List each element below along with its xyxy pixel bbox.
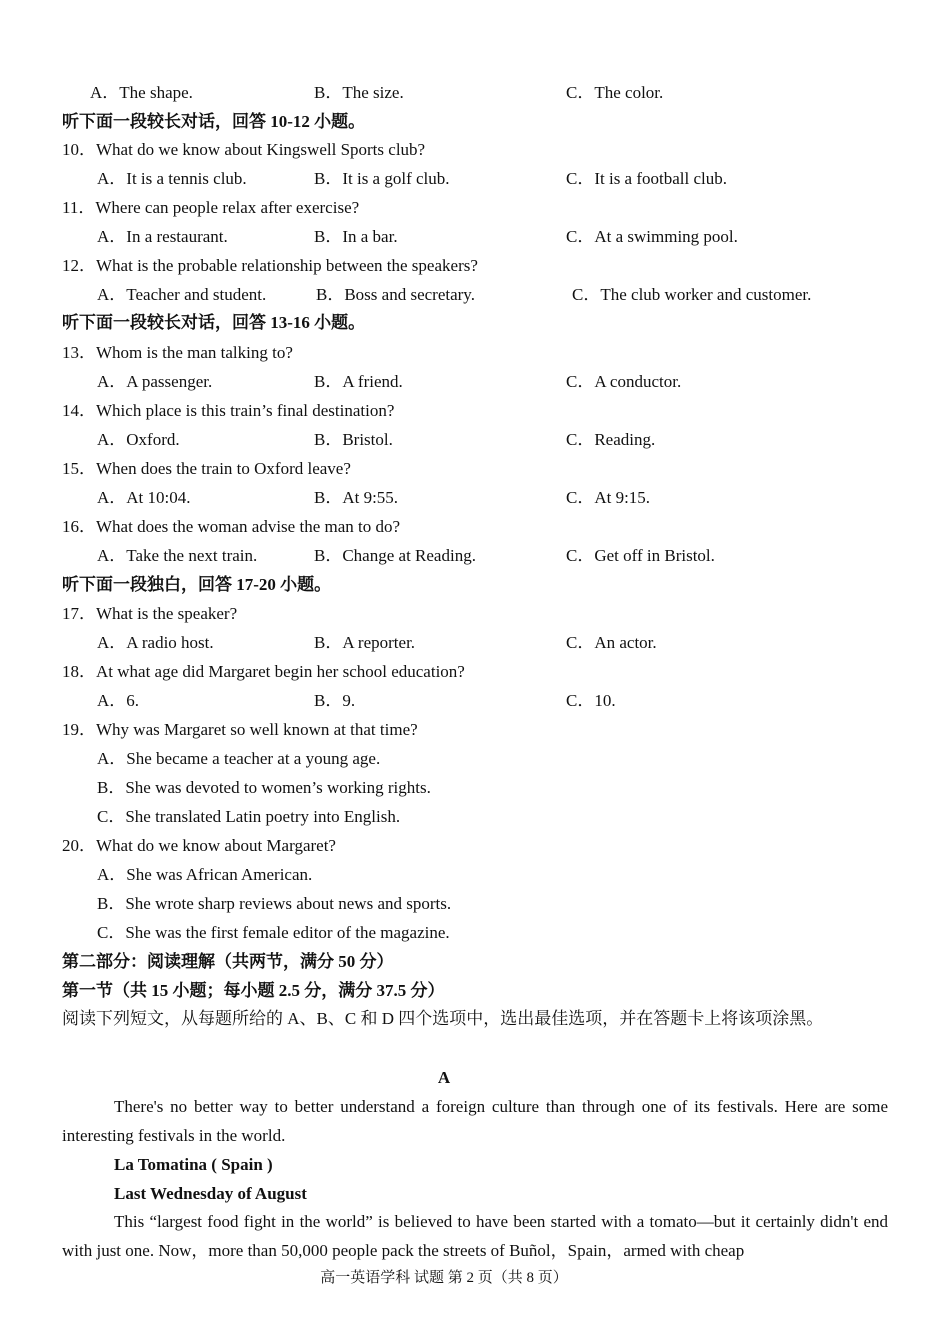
- section-header-13-16: 听下面一段较长对话，回答 13-16 小题。: [62, 313, 366, 332]
- q11-option-b: B．In a bar.: [314, 227, 398, 246]
- q13-option-b: B．A friend.: [314, 372, 403, 391]
- q14-option-a: A．Oxford.: [97, 430, 180, 449]
- q9-option-c: C．The color.: [566, 83, 664, 102]
- q17-option-c: C．An actor.: [566, 633, 657, 652]
- q18-option-a: A．6.: [97, 691, 140, 710]
- section1-header: 第一节（共 15 小题；每小题 2.5 分，满分 37.5 分）: [62, 981, 445, 1000]
- q15-option-b: B．At 9:55.: [314, 488, 399, 507]
- section-header-17-20: 听下面一段独白，回答 17-20 小题。: [62, 575, 332, 594]
- part2-header: 第二部分：阅读理解（共两节，满分 50 分）: [62, 952, 394, 971]
- q18-stem: 18．At what age did Margaret begin her school education?: [62, 662, 465, 681]
- q10-option-b: B．It is a golf club.: [314, 169, 450, 188]
- q17-option-a: A．A radio host.: [97, 633, 214, 652]
- q17-stem: 17．What is the speaker?: [62, 604, 238, 623]
- q12-stem: 12．What is the probable relationship between the speakers?: [62, 256, 478, 275]
- q12-option-c: C．The club worker and customer.: [572, 285, 812, 304]
- q15-stem: 15．When does the train to Oxford leave?: [62, 459, 351, 478]
- q15-option-a: A．At 10:04.: [97, 488, 191, 507]
- page-footer: 高一英语学科 试题 第 2 页（共 8 页）: [320, 1270, 568, 1286]
- q12-option-a: A．Teacher and student.: [97, 285, 267, 304]
- q16-option-b: B．Change at Reading.: [314, 546, 476, 565]
- q19-option-c: C．She translated Latin poetry into English.: [97, 807, 401, 826]
- q19-stem: 19．Why was Margaret so well known at that time?: [62, 720, 418, 739]
- q18-option-c: C．10.: [566, 691, 616, 710]
- q17-option-b: B．A reporter.: [314, 633, 416, 652]
- festival-paragraph: This “largest food fight in the world” is believed to have been started with a tomato—but it certainly didn't end with just one. Now，more than 50,000 people pack the streets of Buñol，Spain，armed with cheap: [62, 1212, 888, 1260]
- q13-option-c: C．A conductor.: [566, 372, 682, 391]
- reading-instructions: 阅读下列短文，从每题所给的 A、B、C 和 D 四个选项中，选出最佳选项，并在答题卡上将该项涂黑。: [62, 1009, 824, 1028]
- festival-name: La Tomatina ( Spain ): [114, 1155, 273, 1174]
- q20-option-a: A．She was African American.: [97, 865, 313, 884]
- q13-stem: 13．Whom is the man talking to?: [62, 343, 293, 362]
- q14-option-c: C．Reading.: [566, 430, 656, 449]
- q16-stem: 16．What does the woman advise the man to do?: [62, 517, 401, 536]
- q12-option-b: B．Boss and secretary.: [316, 285, 475, 304]
- passage-label: A: [437, 1068, 451, 1087]
- q10-option-c: C．It is a football club.: [566, 169, 728, 188]
- q16-option-a: A．Take the next train.: [97, 546, 258, 565]
- q20-option-b: B．She wrote sharp reviews about news and sports.: [97, 894, 452, 913]
- q14-stem: 14．Which place is this train’s final destination?: [62, 401, 395, 420]
- q14-option-b: B．Bristol.: [314, 430, 393, 449]
- q11-option-a: A．In a restaurant.: [97, 227, 228, 246]
- q10-stem: 10．What do we know about Kingswell Sports club?: [62, 140, 426, 159]
- q19-option-a: A．She became a teacher at a young age.: [97, 749, 381, 768]
- q20-stem: 20．What do we know about Margaret?: [62, 836, 336, 855]
- q19-option-b: B．She was devoted to women’s working rights.: [97, 778, 431, 797]
- q13-option-a: A．A passenger.: [97, 372, 213, 391]
- q11-stem: 11．Where can people relax after exercise?: [62, 198, 360, 217]
- q15-option-c: C．At 9:15.: [566, 488, 651, 507]
- q9-option-a: A．The shape.: [90, 83, 193, 102]
- section-header-10-12: 听下面一段较长对话，回答 10-12 小题。: [62, 112, 366, 131]
- q16-option-c: C．Get off in Bristol.: [566, 546, 715, 565]
- q20-option-c: C．She was the first female editor of the magazine.: [97, 923, 450, 942]
- q9-option-b: B．The size.: [314, 83, 404, 102]
- q18-option-b: B．9.: [314, 691, 356, 710]
- q11-option-c: C．At a swimming pool.: [566, 227, 738, 246]
- q10-option-a: A．It is a tennis club.: [97, 169, 247, 188]
- festival-date: Last Wednesday of August: [114, 1184, 307, 1203]
- intro-paragraph: There's no better way to better understand a foreign culture than through one of its festivals. Here are some interesting festivals in the world.: [62, 1097, 888, 1145]
